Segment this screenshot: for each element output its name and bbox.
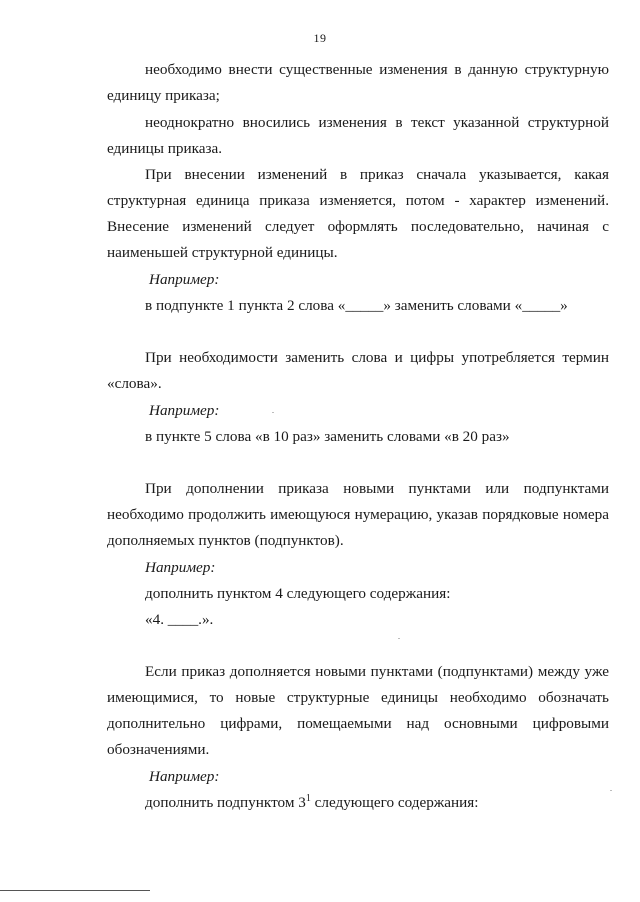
text-line: неоднократно вносились изменения в текст указанной структурной — [145, 114, 609, 131]
text-line: Внесение изменений следует оформлять последовательно, начиная с — [107, 218, 609, 235]
text-line: имеющимися, то новые структурные единицы необходимо обозначать — [107, 689, 609, 706]
example-text: в подпункте 1 пункта 2 слова «_____» заменить словами «_____» — [145, 297, 568, 314]
text-line: необходимо продолжить имеющуюся нумерацию, указав порядковые номера — [107, 506, 609, 523]
text-line: дополняемых пунктов (подпунктов). — [107, 532, 344, 549]
example-text: в пункте 5 слова «в 10 раз» заменить словами «в 20 раз» — [145, 428, 510, 445]
text-line: «слова». — [107, 375, 162, 392]
scan-speck — [272, 412, 274, 413]
scan-speck — [398, 638, 400, 639]
example-text-part: следующего содержания: — [310, 794, 479, 811]
text-line: единицы приказа. — [107, 140, 223, 157]
text-line: При внесении изменений в приказ сначала указывается, какая — [145, 166, 609, 183]
example-text: дополнить пунктом 4 следующего содержания: — [145, 585, 451, 602]
example-label: Например: — [149, 768, 220, 785]
page-number: 19 — [313, 31, 327, 45]
text-line: обозначениями. — [107, 741, 210, 758]
text-line: Если приказ дополняется новыми пунктами (подпунктами) между уже — [145, 663, 609, 680]
page-bottom-edge — [0, 890, 150, 891]
text-line: наименьшей структурной единицы. — [107, 244, 338, 261]
scan-speck — [610, 790, 612, 791]
example-label: Например: — [149, 402, 220, 419]
example-label: Например: — [145, 559, 216, 576]
text-line: структурная единица приказа изменяется, потом - характер изменений. — [107, 192, 609, 209]
text-line: единицу приказа; — [107, 87, 220, 104]
example-label: Например: — [149, 271, 220, 288]
example-text-part: дополнить подпунктом 3 — [145, 794, 306, 811]
example-text — [145, 790, 478, 816]
text-line: При дополнении приказа новыми пунктами или подпунктами — [145, 480, 609, 497]
text-line: дополнительно цифрами, помещаемыми над основными цифровыми — [107, 715, 609, 732]
superscript-index: 1 — [305, 793, 311, 804]
text-line: необходимо внести существенные изменения в данную структурную — [145, 61, 609, 78]
text-line: При необходимости заменить слова и цифры употребляется термин — [145, 349, 609, 366]
example-text: «4. ____.». — [145, 611, 214, 628]
